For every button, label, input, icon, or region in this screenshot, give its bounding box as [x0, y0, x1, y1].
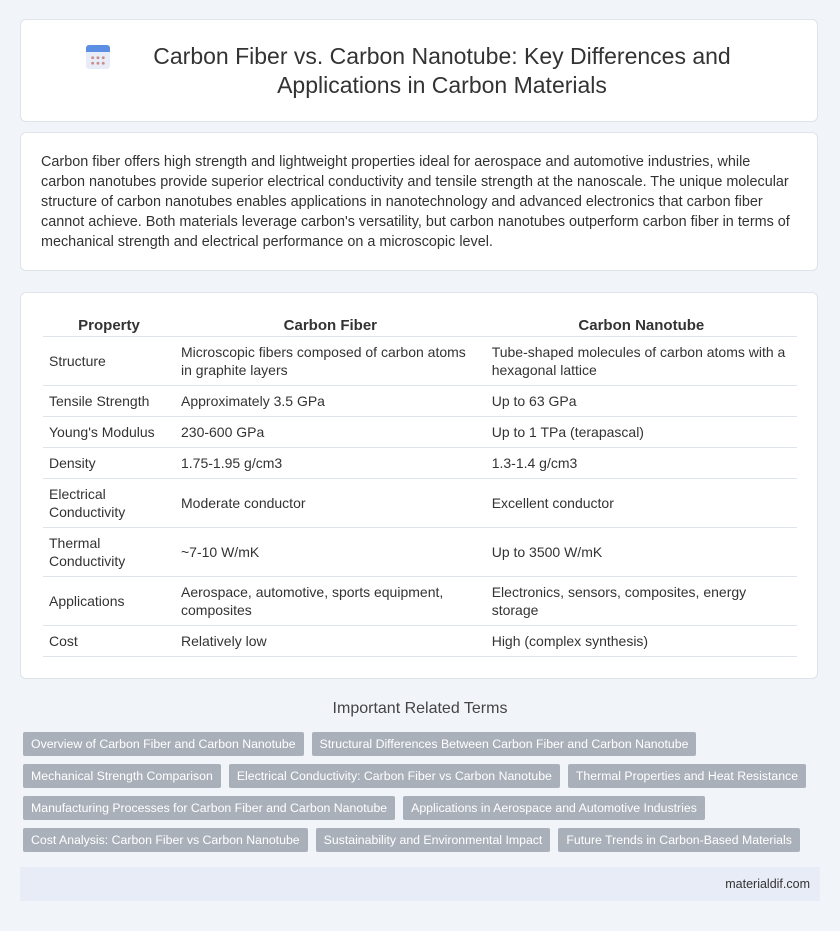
row-carbon-nanotube: Up to 3500 W/mK	[486, 528, 797, 577]
row-carbon-fiber: ~7-10 W/mK	[175, 528, 486, 577]
comparison-table	[43, 313, 797, 657]
row-property: Tensile Strength	[43, 386, 175, 417]
row-carbon-nanotube: Electronics, sensors, composites, energy storage	[486, 577, 797, 626]
footer-site-link[interactable]: materialdif.com	[725, 877, 810, 891]
header-property: Property	[43, 313, 175, 337]
table-row	[43, 448, 797, 479]
row-property: Thermal Conductivity	[43, 528, 175, 577]
related-term-chip[interactable]: Thermal Properties and Heat Resistance	[568, 764, 806, 788]
row-property: Applications	[43, 577, 175, 626]
related-term-chip[interactable]: Cost Analysis: Carbon Fiber vs Carbon Nanotube	[23, 828, 308, 852]
row-carbon-nanotube: High (complex synthesis)	[486, 626, 797, 657]
row-carbon-fiber: 1.75-1.95 g/cm3	[175, 448, 486, 479]
calendar-icon	[86, 45, 110, 69]
table-row	[43, 528, 797, 577]
title-card	[20, 19, 818, 122]
table-row	[43, 626, 797, 657]
row-property: Density	[43, 448, 175, 479]
related-term-chip[interactable]: Manufacturing Processes for Carbon Fiber and Carbon Nanotube	[23, 796, 395, 820]
row-property: Structure	[43, 337, 175, 386]
intro-card	[20, 132, 818, 271]
related-term-chip[interactable]: Overview of Carbon Fiber and Carbon Nanotube	[23, 732, 304, 756]
table-row	[43, 386, 797, 417]
intro-text: Carbon fiber offers high strength and lightweight properties ideal for aerospace and automotive industries, while carbon nanotubes provide superior electrical conductivity and tensile strength at the nanoscale. The unique molecular structure of carbon nanotubes enables applications in nanotechnology and advanced electronics that carbon fiber cannot achieve. Both materials leverage carbon's versatility, but carbon nanotubes outperform carbon fiber in terms of mechanical strength and electrical performance on a microscopic level.	[41, 154, 790, 250]
table-header-row	[43, 313, 797, 337]
row-carbon-fiber: Relatively low	[175, 626, 486, 657]
related-terms-list	[23, 732, 813, 860]
table-row	[43, 479, 797, 528]
related-term-chip[interactable]: Mechanical Strength Comparison	[23, 764, 221, 788]
row-carbon-fiber: Microscopic fibers composed of carbon atoms in graphite layers	[175, 337, 486, 386]
row-carbon-nanotube: Excellent conductor	[486, 479, 797, 528]
row-carbon-fiber: Moderate conductor	[175, 479, 486, 528]
table-row	[43, 577, 797, 626]
row-property: Electrical Conductivity	[43, 479, 175, 528]
comparison-table-card	[20, 292, 818, 679]
row-property: Cost	[43, 626, 175, 657]
row-carbon-fiber: Approximately 3.5 GPa	[175, 386, 486, 417]
related-term-chip[interactable]: Sustainability and Environmental Impact	[316, 828, 551, 852]
related-term-chip[interactable]: Future Trends in Carbon-Based Materials	[558, 828, 800, 852]
header-carbon-fiber: Carbon Fiber	[175, 313, 486, 337]
header-carbon-nanotube: Carbon Nanotube	[486, 313, 797, 337]
table-row	[43, 337, 797, 386]
row-carbon-nanotube: Up to 63 GPa	[486, 386, 797, 417]
related-terms-heading: Important Related Terms	[332, 700, 508, 717]
row-carbon-nanotube: Tube-shaped molecules of carbon atoms with a hexagonal lattice	[486, 337, 797, 386]
footer	[20, 867, 820, 901]
related-term-chip[interactable]: Applications in Aerospace and Automotive Industries	[403, 796, 705, 820]
row-carbon-nanotube: 1.3-1.4 g/cm3	[486, 448, 797, 479]
row-carbon-fiber: Aerospace, automotive, sports equipment, composites	[175, 577, 486, 626]
table-row	[43, 417, 797, 448]
related-term-chip[interactable]: Structural Differences Between Carbon Fiber and Carbon Nanotube	[312, 732, 697, 756]
row-carbon-fiber: 230-600 GPa	[175, 417, 486, 448]
row-property: Young's Modulus	[43, 417, 175, 448]
page-title: Carbon Fiber vs. Carbon Nanotube: Key Differences and Applications in Carbon Materials	[153, 42, 731, 98]
related-term-chip[interactable]: Electrical Conductivity: Carbon Fiber vs Carbon Nanotube	[229, 764, 560, 788]
row-carbon-nanotube: Up to 1 TPa (terapascal)	[486, 417, 797, 448]
